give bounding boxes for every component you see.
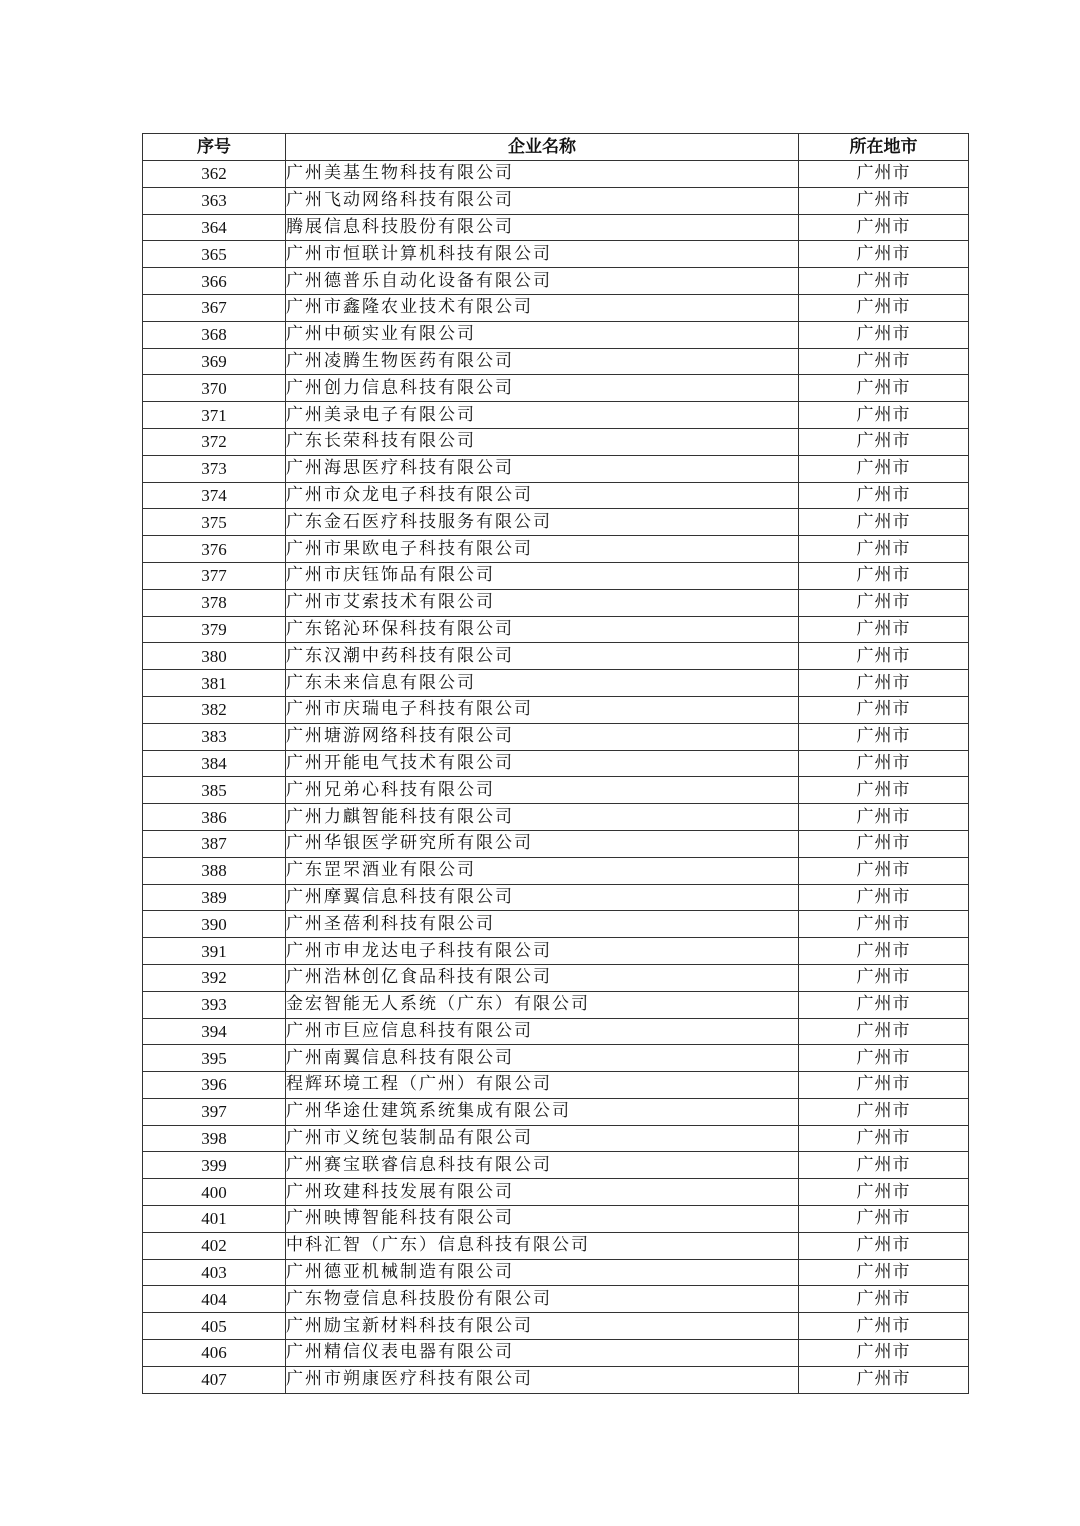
city-cell: 广州市 xyxy=(799,804,969,831)
serial-number-cell: 376 xyxy=(143,536,286,563)
city-cell: 广州市 xyxy=(799,187,969,214)
serial-number-cell: 404 xyxy=(143,1286,286,1313)
enterprise-name-cell: 广州浩林创亿食品科技有限公司 xyxy=(286,964,799,991)
table-row xyxy=(143,161,969,188)
serial-number-cell: 371 xyxy=(143,402,286,429)
serial-number-cell: 384 xyxy=(143,750,286,777)
city-cell: 广州市 xyxy=(799,1072,969,1099)
enterprise-name-cell: 广州市鑫隆农业技术有限公司 xyxy=(286,294,799,321)
enterprise-name-cell: 广州市艾索技术有限公司 xyxy=(286,589,799,616)
city-cell: 广州市 xyxy=(799,1232,969,1259)
enterprise-name-cell: 广东未来信息有限公司 xyxy=(286,670,799,697)
enterprise-name-cell: 广东汉潮中药科技有限公司 xyxy=(286,643,799,670)
serial-number-cell: 401 xyxy=(143,1206,286,1233)
city-cell: 广州市 xyxy=(799,428,969,455)
city-cell: 广州市 xyxy=(799,455,969,482)
header-city: 所在地市 xyxy=(799,134,969,161)
enterprise-name-cell: 广州凌腾生物医药有限公司 xyxy=(286,348,799,375)
serial-number-cell: 379 xyxy=(143,616,286,643)
table-row xyxy=(143,428,969,455)
table-row xyxy=(143,455,969,482)
serial-number-cell: 393 xyxy=(143,991,286,1018)
enterprise-name-cell: 广州塘游网络科技有限公司 xyxy=(286,723,799,750)
table-row xyxy=(143,348,969,375)
enterprise-name-cell: 广州市义统包装制品有限公司 xyxy=(286,1125,799,1152)
city-cell: 广州市 xyxy=(799,911,969,938)
serial-number-cell: 377 xyxy=(143,562,286,589)
table-row xyxy=(143,1366,969,1393)
enterprise-name-cell: 广州市恒联计算机科技有限公司 xyxy=(286,241,799,268)
city-cell: 广州市 xyxy=(799,1286,969,1313)
serial-number-cell: 380 xyxy=(143,643,286,670)
city-cell: 广州市 xyxy=(799,1179,969,1206)
city-cell: 广州市 xyxy=(799,643,969,670)
serial-number-cell: 390 xyxy=(143,911,286,938)
table-row xyxy=(143,911,969,938)
table-row xyxy=(143,1232,969,1259)
serial-number-cell: 385 xyxy=(143,777,286,804)
table-row xyxy=(143,723,969,750)
enterprise-name-cell: 金宏智能无人系统（广东）有限公司 xyxy=(286,991,799,1018)
enterprise-name-cell: 程辉环境工程（广州）有限公司 xyxy=(286,1072,799,1099)
enterprise-name-cell: 广州映博智能科技有限公司 xyxy=(286,1206,799,1233)
city-cell: 广州市 xyxy=(799,294,969,321)
serial-number-cell: 381 xyxy=(143,670,286,697)
enterprise-name-cell: 广州市果欧电子科技有限公司 xyxy=(286,536,799,563)
enterprise-name-cell: 广州市庆钰饰品有限公司 xyxy=(286,562,799,589)
enterprise-name-cell: 广州玫建科技发展有限公司 xyxy=(286,1179,799,1206)
serial-number-cell: 367 xyxy=(143,294,286,321)
table-row xyxy=(143,1125,969,1152)
serial-number-cell: 383 xyxy=(143,723,286,750)
enterprise-name-cell: 广州力麒智能科技有限公司 xyxy=(286,804,799,831)
serial-number-cell: 369 xyxy=(143,348,286,375)
table-row xyxy=(143,536,969,563)
city-cell: 广州市 xyxy=(799,509,969,536)
enterprise-name-cell: 广州市庆瑞电子科技有限公司 xyxy=(286,696,799,723)
table-row xyxy=(143,509,969,536)
city-cell: 广州市 xyxy=(799,589,969,616)
enterprise-name-cell: 广东铭沁环保科技有限公司 xyxy=(286,616,799,643)
enterprise-name-cell: 广州华途仕建筑系统集成有限公司 xyxy=(286,1098,799,1125)
city-cell: 广州市 xyxy=(799,482,969,509)
city-cell: 广州市 xyxy=(799,1152,969,1179)
enterprise-name-cell: 广州精信仪表电器有限公司 xyxy=(286,1340,799,1367)
serial-number-cell: 397 xyxy=(143,1098,286,1125)
city-cell: 广州市 xyxy=(799,1340,969,1367)
enterprise-name-cell: 广州摩翼信息科技有限公司 xyxy=(286,884,799,911)
table-row xyxy=(143,991,969,1018)
serial-number-cell: 389 xyxy=(143,884,286,911)
city-cell: 广州市 xyxy=(799,536,969,563)
table-row xyxy=(143,1340,969,1367)
serial-number-cell: 370 xyxy=(143,375,286,402)
serial-number-cell: 368 xyxy=(143,321,286,348)
enterprise-name-cell: 广东物壹信息科技股份有限公司 xyxy=(286,1286,799,1313)
enterprise-name-cell: 广州市申龙达电子科技有限公司 xyxy=(286,938,799,965)
city-cell: 广州市 xyxy=(799,830,969,857)
city-cell: 广州市 xyxy=(799,375,969,402)
serial-number-cell: 406 xyxy=(143,1340,286,1367)
city-cell: 广州市 xyxy=(799,991,969,1018)
enterprise-name-cell: 广州飞动网络科技有限公司 xyxy=(286,187,799,214)
table-row xyxy=(143,696,969,723)
enterprise-name-cell: 广州市朔康医疗科技有限公司 xyxy=(286,1366,799,1393)
serial-number-cell: 398 xyxy=(143,1125,286,1152)
serial-number-cell: 392 xyxy=(143,964,286,991)
table-row xyxy=(143,777,969,804)
serial-number-cell: 386 xyxy=(143,804,286,831)
enterprise-name-cell: 广州南翼信息科技有限公司 xyxy=(286,1045,799,1072)
city-cell: 广州市 xyxy=(799,241,969,268)
city-cell: 广州市 xyxy=(799,268,969,295)
city-cell: 广州市 xyxy=(799,1098,969,1125)
serial-number-cell: 382 xyxy=(143,696,286,723)
table-row xyxy=(143,1152,969,1179)
city-cell: 广州市 xyxy=(799,1125,969,1152)
table-row xyxy=(143,1072,969,1099)
table-header xyxy=(143,134,969,161)
serial-number-cell: 396 xyxy=(143,1072,286,1099)
enterprise-name-cell: 广州德亚机械制造有限公司 xyxy=(286,1259,799,1286)
city-cell: 广州市 xyxy=(799,214,969,241)
city-cell: 广州市 xyxy=(799,857,969,884)
table-body xyxy=(143,161,969,1394)
table-row xyxy=(143,643,969,670)
serial-number-cell: 403 xyxy=(143,1259,286,1286)
city-cell: 广州市 xyxy=(799,616,969,643)
city-cell: 广州市 xyxy=(799,670,969,697)
enterprise-table xyxy=(142,133,969,1394)
enterprise-name-cell: 广州创力信息科技有限公司 xyxy=(286,375,799,402)
header-row xyxy=(143,134,969,161)
table-row xyxy=(143,1313,969,1340)
serial-number-cell: 405 xyxy=(143,1313,286,1340)
table-row xyxy=(143,616,969,643)
enterprise-name-cell: 广州励宝新材料科技有限公司 xyxy=(286,1313,799,1340)
table-row xyxy=(143,1045,969,1072)
serial-number-cell: 362 xyxy=(143,161,286,188)
enterprise-name-cell: 广州美录电子有限公司 xyxy=(286,402,799,429)
serial-number-cell: 364 xyxy=(143,214,286,241)
table-row xyxy=(143,187,969,214)
city-cell: 广州市 xyxy=(799,348,969,375)
city-cell: 广州市 xyxy=(799,402,969,429)
serial-number-cell: 402 xyxy=(143,1232,286,1259)
serial-number-cell: 366 xyxy=(143,268,286,295)
enterprise-name-cell: 广州华银医学研究所有限公司 xyxy=(286,830,799,857)
enterprise-name-cell: 广州德普乐自动化设备有限公司 xyxy=(286,268,799,295)
table-row xyxy=(143,268,969,295)
table-row xyxy=(143,1286,969,1313)
serial-number-cell: 372 xyxy=(143,428,286,455)
city-cell: 广州市 xyxy=(799,938,969,965)
serial-number-cell: 400 xyxy=(143,1179,286,1206)
table-row xyxy=(143,294,969,321)
city-cell: 广州市 xyxy=(799,884,969,911)
serial-number-cell: 395 xyxy=(143,1045,286,1072)
serial-number-cell: 374 xyxy=(143,482,286,509)
table-row xyxy=(143,1179,969,1206)
enterprise-name-cell: 广州赛宝联睿信息科技有限公司 xyxy=(286,1152,799,1179)
table-row xyxy=(143,884,969,911)
enterprise-name-cell: 广州圣蓓利科技有限公司 xyxy=(286,911,799,938)
table-row xyxy=(143,1098,969,1125)
table-row xyxy=(143,830,969,857)
city-cell: 广州市 xyxy=(799,1259,969,1286)
table-row xyxy=(143,1259,969,1286)
table-row xyxy=(143,964,969,991)
enterprise-name-cell: 广州市众龙电子科技有限公司 xyxy=(286,482,799,509)
city-cell: 广州市 xyxy=(799,1045,969,1072)
table-row xyxy=(143,375,969,402)
table-row xyxy=(143,670,969,697)
enterprise-name-cell: 中科汇智（广东）信息科技有限公司 xyxy=(286,1232,799,1259)
table-row xyxy=(143,1206,969,1233)
city-cell: 广州市 xyxy=(799,1206,969,1233)
table-row xyxy=(143,804,969,831)
header-enterprise-name: 企业名称 xyxy=(286,134,799,161)
header-serial-number: 序号 xyxy=(143,134,286,161)
serial-number-cell: 375 xyxy=(143,509,286,536)
enterprise-name-cell: 广州美基生物科技有限公司 xyxy=(286,161,799,188)
table-row xyxy=(143,321,969,348)
table-row xyxy=(143,482,969,509)
city-cell: 广州市 xyxy=(799,750,969,777)
serial-number-cell: 394 xyxy=(143,1018,286,1045)
serial-number-cell: 387 xyxy=(143,830,286,857)
table-row xyxy=(143,562,969,589)
city-cell: 广州市 xyxy=(799,964,969,991)
serial-number-cell: 399 xyxy=(143,1152,286,1179)
enterprise-name-cell: 广州兄弟心科技有限公司 xyxy=(286,777,799,804)
table-row xyxy=(143,938,969,965)
serial-number-cell: 365 xyxy=(143,241,286,268)
city-cell: 广州市 xyxy=(799,1313,969,1340)
table-row xyxy=(143,214,969,241)
enterprise-name-cell: 广州开能电气技术有限公司 xyxy=(286,750,799,777)
enterprise-name-cell: 广东长荣科技有限公司 xyxy=(286,428,799,455)
serial-number-cell: 407 xyxy=(143,1366,286,1393)
enterprise-name-cell: 广东金石医疗科技服务有限公司 xyxy=(286,509,799,536)
enterprise-name-cell: 广州市巨应信息科技有限公司 xyxy=(286,1018,799,1045)
city-cell: 广州市 xyxy=(799,1018,969,1045)
table-row xyxy=(143,1018,969,1045)
serial-number-cell: 388 xyxy=(143,857,286,884)
city-cell: 广州市 xyxy=(799,321,969,348)
table-row xyxy=(143,857,969,884)
enterprise-name-cell: 广州海思医疗科技有限公司 xyxy=(286,455,799,482)
table-row xyxy=(143,241,969,268)
serial-number-cell: 373 xyxy=(143,455,286,482)
city-cell: 广州市 xyxy=(799,1366,969,1393)
enterprise-name-cell: 腾展信息科技股份有限公司 xyxy=(286,214,799,241)
city-cell: 广州市 xyxy=(799,562,969,589)
serial-number-cell: 391 xyxy=(143,938,286,965)
serial-number-cell: 363 xyxy=(143,187,286,214)
serial-number-cell: 378 xyxy=(143,589,286,616)
table-row xyxy=(143,402,969,429)
table-row xyxy=(143,589,969,616)
city-cell: 广州市 xyxy=(799,696,969,723)
enterprise-name-cell: 广东罡罘酒业有限公司 xyxy=(286,857,799,884)
enterprise-name-cell: 广州中硕实业有限公司 xyxy=(286,321,799,348)
city-cell: 广州市 xyxy=(799,777,969,804)
city-cell: 广州市 xyxy=(799,723,969,750)
city-cell: 广州市 xyxy=(799,161,969,188)
table-row xyxy=(143,750,969,777)
